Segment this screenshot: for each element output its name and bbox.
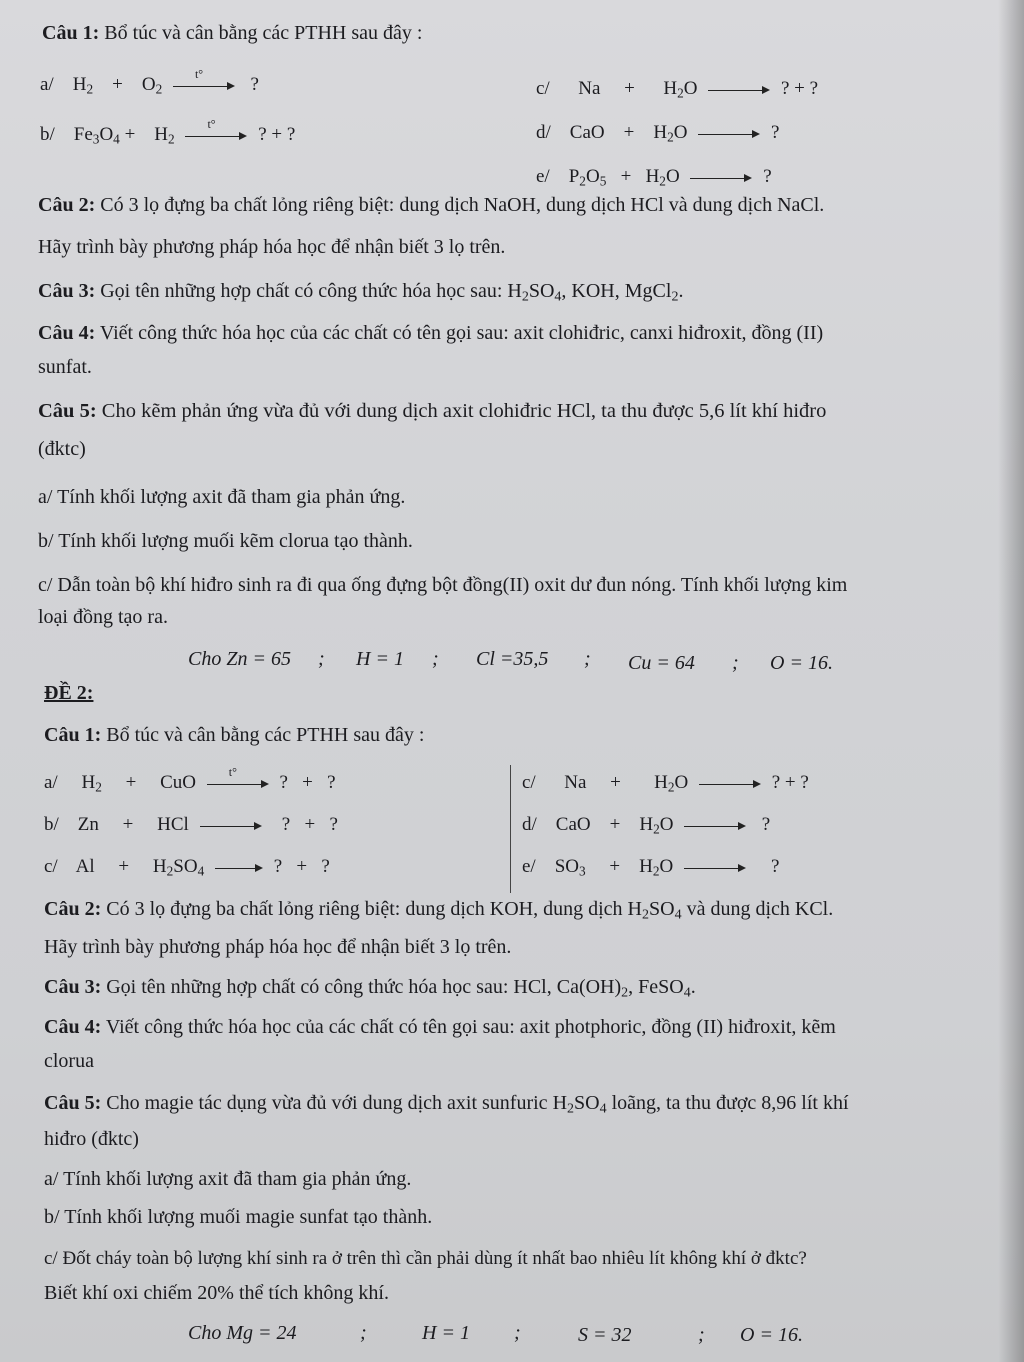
de2-q5-line2: hiđro (đktc) xyxy=(44,1128,139,1150)
de2-given-o: O = 16. xyxy=(740,1324,803,1346)
de2-given-h: H = 1 xyxy=(422,1322,470,1344)
de2-given-mg: Cho Mg = 24 xyxy=(188,1322,297,1344)
de1-given-h: H = 1 xyxy=(356,648,404,670)
de2-q4-line1: Câu 4: Viết công thức hóa học của các chất có tên gọi sau: axit photphoric, đồng (II) hiđroxit, kẽm xyxy=(44,1016,836,1038)
page-edge-shadow xyxy=(998,0,1024,1362)
de1-given-sep2: ; xyxy=(432,648,439,670)
reaction-arrow-icon xyxy=(684,819,746,833)
de1-given-zn: Cho Zn = 65 xyxy=(188,648,291,670)
de2-eq-b: b/ Zn + HCl ? + ? xyxy=(44,814,338,835)
de2-eq-d: d/ CaO + $H_2O$ ? xyxy=(522,814,771,837)
column-divider xyxy=(510,765,511,893)
de2-given-s: S = 32 xyxy=(578,1324,632,1346)
de1-q2-line2: Hãy trình bày phương pháp hóa học để nhận biết 3 lọ trên. xyxy=(38,236,506,258)
de2-q2-line2: Hãy trình bày phương pháp hóa học để nhận biết 3 lọ trên. xyxy=(44,936,512,958)
de2-eq-c-right: c/ Na + $H_2O$ ? + ? xyxy=(522,772,809,795)
de1-q2-line1: Câu 2: Có 3 lọ đựng ba chất lỏng riêng biệt: dung dịch NaOH, dung dịch HCl và dung dịch NaCl. xyxy=(38,194,825,216)
de2-q5-c2: Biết khí oxi chiếm 20% thể tích không khí. xyxy=(44,1282,389,1304)
de1-q5-c1: c/ Dẫn toàn bộ khí hiđro sinh ra đi qua ống đựng bột đồng(II) oxit dư đun nóng. Tính khối lượng kim xyxy=(38,574,848,596)
de2-q5-c1: c/ Đốt cháy toàn bộ lượng khí sinh ra ở trên thì cần phải dùng ít nhất bao nhiêu lít không khí ở đktc? xyxy=(44,1248,807,1269)
de1-q5-line1: Câu 5: Cho kẽm phản ứng vừa đủ với dung dịch axit clohiđric HCl, ta thu được 5,6 lít khí hiđro xyxy=(38,400,827,422)
de2-q3: Câu 3: Gọi tên những hợp chất có công thức hóa học sau: HCl, $Ca(OH)_2$, FeSO$_4$. xyxy=(44,976,696,1001)
de1-q5-b: b/ Tính khối lượng muối kẽm clorua tạo thành. xyxy=(38,530,413,552)
de1-eq-e: e/ $P_2O_5$ + $H_2O$ ? xyxy=(536,166,772,189)
de1-q3: Câu 3: Gọi tên những hợp chất có công thức hóa học sau: $H_2SO_4$, KOH, MgCl$_2$. xyxy=(38,280,684,305)
reaction-arrow-icon: t° xyxy=(207,777,269,791)
reaction-arrow-icon xyxy=(699,777,761,791)
reaction-arrow-icon: t° xyxy=(173,79,235,93)
de1-q4-line1: Câu 4: Viết công thức hóa học của các chất có tên gọi sau: axit clohiđric, canxi hiđroxit, đồng (II) xyxy=(38,322,824,344)
de2-given-sep3: ; xyxy=(698,1324,705,1346)
de2-eq-e: e/ $SO_3$ + $H_2O$ ? xyxy=(522,856,780,879)
de2-given-sep1: ; xyxy=(360,1322,367,1344)
de2-eq-c: c/ Al + $H_2SO_4$ ? + ? xyxy=(44,856,330,879)
de2-eq-a: a/ $H_2$ + CuO t° ? + ? xyxy=(44,764,336,795)
reaction-arrow-icon xyxy=(690,171,752,185)
de2-given-sep2: ; xyxy=(514,1322,521,1344)
reaction-arrow-icon xyxy=(215,861,263,875)
de1-q1-title: Câu 1: Bổ túc và cân bằng các PTHH sau đây : xyxy=(42,22,423,44)
de2-q5-line1: Câu 5: Cho magie tác dụng vừa đủ với dung dịch axit sunfuric $H_2SO_4$ loãng, ta thu được 8,96 lít khí xyxy=(44,1092,849,1117)
de1-q4-line2: sunfat. xyxy=(38,356,92,378)
de1-given-sep3: ; xyxy=(584,648,591,670)
de2-q4-line2: clorua xyxy=(44,1050,94,1072)
de1-eq-d: d/ CaO + $H_2O$ ? xyxy=(536,122,780,145)
reaction-arrow-icon xyxy=(708,83,770,97)
de1-given-sep1: ; xyxy=(318,648,325,670)
de2-heading: ĐỀ 2: xyxy=(44,682,94,704)
reaction-arrow-icon: t° xyxy=(185,129,247,143)
reaction-arrow-icon xyxy=(684,861,746,875)
de1-given-cl: Cl =35,5 xyxy=(476,648,549,670)
de1-eq-a: a/ $H_2$ + $O_2$ t° ? xyxy=(40,66,259,97)
de2-q1-title: Câu 1: Bổ túc và cân bằng các PTHH sau đây : xyxy=(44,724,425,746)
de1-given-cu: Cu = 64 xyxy=(628,652,695,674)
de1-given-o: O = 16. xyxy=(770,652,833,674)
de1-q5-c2: loại đồng tạo ra. xyxy=(38,606,168,628)
de2-q2-line1: Câu 2: Có 3 lọ đựng ba chất lỏng riêng biệt: dung dịch KOH, dung dịch $H_2SO_4$ và dung dịch KCl. xyxy=(44,898,834,923)
reaction-arrow-icon xyxy=(200,819,262,833)
de1-q5-a: a/ Tính khối lượng axit đã tham gia phản ứng. xyxy=(38,486,406,508)
de1-q5-line2: (đktc) xyxy=(38,438,86,460)
de1-given-sep4: ; xyxy=(732,652,739,674)
reaction-arrow-icon xyxy=(698,127,760,141)
de1-eq-b: b/ $Fe_3O_4$ + $H_2$ t° ? + ? xyxy=(40,116,296,147)
de1-eq-c: c/ Na + $H_2O$ ? + ? xyxy=(536,78,819,101)
de2-q5-a: a/ Tính khối lượng axit đã tham gia phản ứng. xyxy=(44,1168,412,1190)
de2-q5-b: b/ Tính khối lượng muối magie sunfat tạo thành. xyxy=(44,1206,433,1228)
